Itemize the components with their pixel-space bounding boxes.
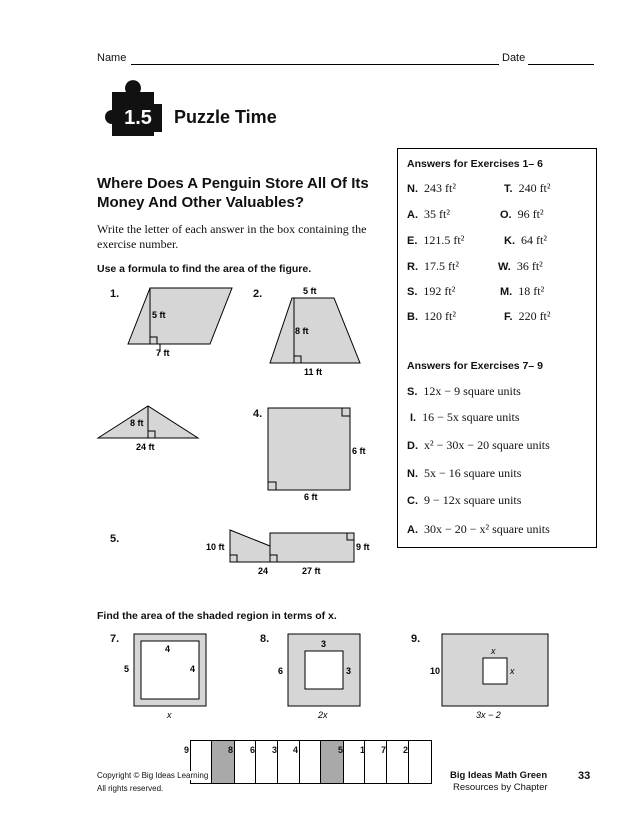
figure-number: 7. [110, 633, 120, 645]
answer-box-number: 6 [250, 745, 256, 755]
right-label: 9 ft [356, 542, 370, 552]
copyright: Copyright © Big Ideas Learning [97, 771, 209, 780]
trapezoid-figure [262, 284, 372, 378]
answer-option: C. 9 − 12x square units [407, 493, 522, 507]
bottom-label: x [167, 710, 172, 720]
figure-number: 2. [253, 288, 263, 300]
puzzle-question: Where Does A Penguin Store All Of Its Money And Other Valuables? [97, 175, 369, 211]
instructions: Write the letter of each answer in the box containing the exercise number. [97, 222, 367, 251]
name-label: Name [97, 52, 127, 64]
base1-label: 24 [258, 566, 269, 576]
bottom-label: 11 ft [304, 367, 323, 377]
answer-box-number: 9 [184, 745, 190, 755]
book-title: Big Ideas Math Green [450, 770, 548, 781]
rights: All rights reserved. [97, 784, 164, 793]
shaded-square-figure-7 [120, 628, 220, 724]
answer-box-number: 2 [403, 745, 409, 755]
answer-option: W. 36 ft² [498, 259, 543, 273]
answer-option: D. x² − 30x − 20 square units [407, 438, 550, 452]
shaded-square-figure-9 [428, 628, 552, 724]
answer-option: T. 240 ft² [504, 181, 551, 195]
side-label: 6 ft [352, 446, 366, 456]
answer-box-number: 3 [272, 745, 278, 755]
answer-option: N. 243 ft² [407, 181, 456, 195]
part1-heading: Use a formula to find the area of the figure. [97, 263, 312, 275]
figure-number: 4. [253, 408, 263, 420]
base-label: 24 ft [136, 442, 155, 452]
top-label: 5 ft [303, 286, 317, 296]
page-number: 33 [578, 770, 591, 782]
square-figure [262, 402, 374, 502]
right-label: 3 [346, 666, 352, 676]
answer-option: I. 16 − 5x square units [410, 410, 520, 424]
answer-box-number: 1 [360, 745, 366, 755]
height-label: 8 ft [130, 418, 144, 428]
answer-option: A. 35 ft² [407, 207, 450, 221]
shaded-square-figure-8 [276, 628, 376, 724]
right-label: x [510, 666, 515, 676]
height-label: 5 ft [152, 310, 166, 320]
triangle-figure [94, 400, 204, 456]
date-line[interactable] [528, 64, 594, 65]
base2-label: 27 ft [302, 566, 321, 576]
figure-number: 1. [110, 288, 120, 300]
base-label: 7 ft [156, 348, 170, 358]
date-label: Date [502, 52, 526, 64]
answer-option: E. 121.5 ft² [407, 233, 465, 247]
section-number: 1.5 [114, 104, 162, 132]
top-label: 3 [321, 639, 327, 649]
parallelogram-figure [120, 282, 240, 362]
answer-option: N. 5x − 16 square units [407, 466, 522, 480]
bottom-label: 3x − 2 [476, 710, 501, 720]
answers-1-6-heading: Answers for Exercises 1– 6 [407, 158, 543, 170]
answer-option: O. 96 ft² [500, 207, 544, 221]
page-title: Puzzle Time [174, 107, 277, 127]
answer-option: F. 220 ft² [504, 309, 551, 323]
resources-label: Resources by Chapter [453, 782, 548, 793]
figure-number: 9. [411, 633, 421, 645]
answer-box-cell[interactable] [300, 740, 321, 784]
answer-box-number: 7 [381, 745, 387, 755]
outer-side-label: 5 [124, 664, 130, 674]
figure-number: 5. [110, 533, 120, 545]
inner-side-label: 4 [190, 664, 196, 674]
left-label: 10 ft [206, 542, 225, 552]
answer-option: A. 30x − 20 − x² square units [407, 522, 550, 536]
answer-option: K. 64 ft² [504, 233, 547, 247]
figure-number: 8. [260, 633, 270, 645]
part2-heading: Find the area of the shaded region in terms of x. [97, 610, 337, 622]
bottom-label: 6 ft [304, 492, 318, 502]
answers-7-9-heading: Answers for Exercises 7– 9 [407, 360, 543, 372]
answer-box-cell[interactable] [409, 740, 432, 784]
answer-box-number: 4 [293, 745, 299, 755]
left-label: 6 [278, 666, 284, 676]
name-line[interactable] [131, 64, 499, 65]
answer-option: M. 18 ft² [500, 284, 545, 298]
bottom-label: 2x [318, 710, 328, 720]
answer-box-number: 5 [338, 745, 344, 755]
answer-option: S. 12x − 9 square units [407, 384, 521, 398]
answer-box-number: 8 [228, 745, 234, 755]
inner-top-label: 4 [165, 644, 171, 654]
composite-figure [204, 524, 384, 578]
answer-option: S. 192 ft² [407, 284, 456, 298]
top-label: x [491, 646, 496, 656]
left-label: 10 [430, 666, 441, 676]
height-label: 8 ft [295, 326, 309, 336]
answer-option: R. 17.5 ft² [407, 259, 459, 273]
answer-option: B. 120 ft² [407, 309, 456, 323]
